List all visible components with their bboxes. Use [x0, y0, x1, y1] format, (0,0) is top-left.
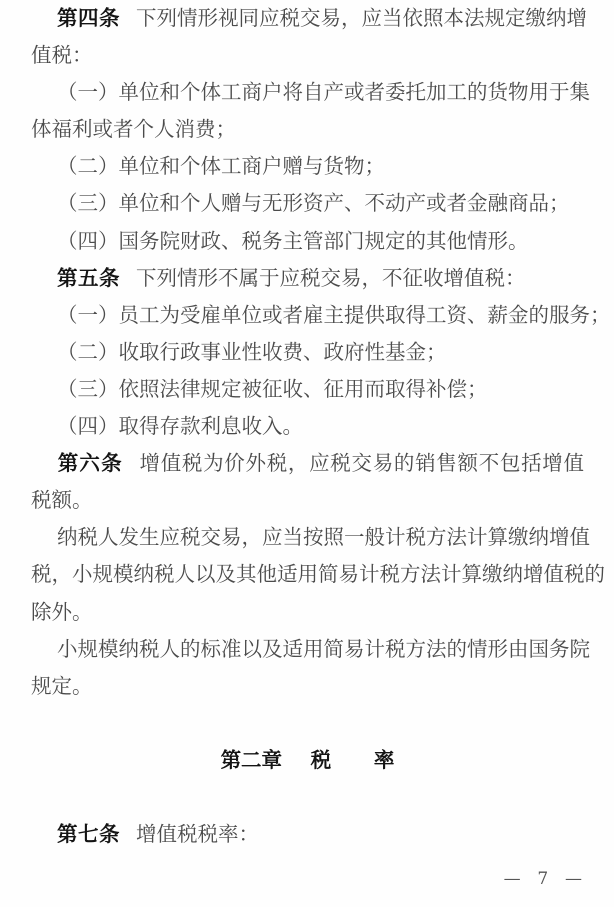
page-body-text	[31, 0, 611, 853]
line-text: （一）单位和个体工商户将自产或者委托加工的货物用于集	[57, 80, 590, 105]
article-number-label: 第五条	[57, 265, 120, 290]
text-line-l13	[31, 445, 584, 482]
text-line-l03	[31, 74, 590, 111]
text-line-l16	[31, 556, 605, 593]
line-text: 小规模纳税人的标准以及适用简易计税方法的情形由国务院	[57, 636, 590, 661]
line-text: 除外。	[31, 599, 93, 624]
text-line-l10	[31, 334, 584, 371]
article-number-label: 第六条	[57, 451, 123, 476]
text-line-l07	[31, 223, 584, 260]
line-text: （二）收取行政事业性收费、政府性基金；	[57, 339, 447, 364]
text-line-l09	[31, 297, 611, 334]
chapter-spacer-above	[31, 705, 584, 742]
text-line-l05	[31, 148, 584, 185]
line-text: 下列情形不属于应税交易，不征收增值税：	[136, 265, 526, 290]
chapter-spacer-below	[31, 779, 584, 816]
line-text: （四）国务院财政、税务主管部门规定的其他情形。	[57, 228, 529, 253]
text-line-l11	[31, 371, 584, 408]
text-line-l01	[31, 0, 587, 37]
text-line-l20	[31, 816, 584, 853]
line-text: （三）单位和个人赠与无形资产、不动产或者金融商品；	[57, 191, 570, 216]
text-line-l12	[31, 408, 584, 445]
line-text: （一）员工为受雇单位或者雇主提供取得工资、薪金的服务；	[57, 302, 611, 327]
line-text: 体福利或者个人消费；	[31, 117, 236, 142]
line-text: 纳税人发生应税交易，应当按照一般计税方法计算缴纳增值	[57, 525, 590, 550]
text-line-l06	[31, 185, 584, 222]
line-text: 下列情形视同应税交易，应当依照本法规定缴纳增	[136, 6, 587, 30]
line-text: （二）单位和个体工商户赠与货物；	[57, 154, 385, 179]
line-text: 规定。	[31, 673, 93, 698]
article-number-label: 第七条	[57, 822, 120, 847]
line-text: 税额。	[31, 488, 93, 513]
text-line-l02	[31, 37, 584, 74]
text-line-l04	[31, 111, 584, 148]
text-line-l19	[31, 668, 584, 705]
article-number-label: 第四条	[57, 6, 120, 30]
line-text: 增值税为价外税，应税交易的销售额不包括增值	[138, 451, 585, 476]
chapter-heading: 第二章 税 率	[220, 747, 395, 772]
text-line-l15	[31, 519, 590, 556]
text-line-l14	[31, 482, 584, 519]
page-number-footer: — 7 —	[503, 869, 584, 889]
text-line-l17	[31, 594, 584, 631]
line-text: 税，小规模纳税人以及其他适用简易计税方法计算缴纳增值税的	[31, 562, 605, 587]
line-text: 值税：	[31, 43, 93, 68]
text-line-l18	[31, 631, 590, 668]
line-text: 增值税税率：	[136, 822, 259, 847]
line-text: （四）取得存款利息收入。	[57, 414, 303, 439]
text-line-l08	[31, 260, 584, 297]
line-text: （三）依照法律规定被征收、征用而取得补偿；	[57, 376, 488, 401]
